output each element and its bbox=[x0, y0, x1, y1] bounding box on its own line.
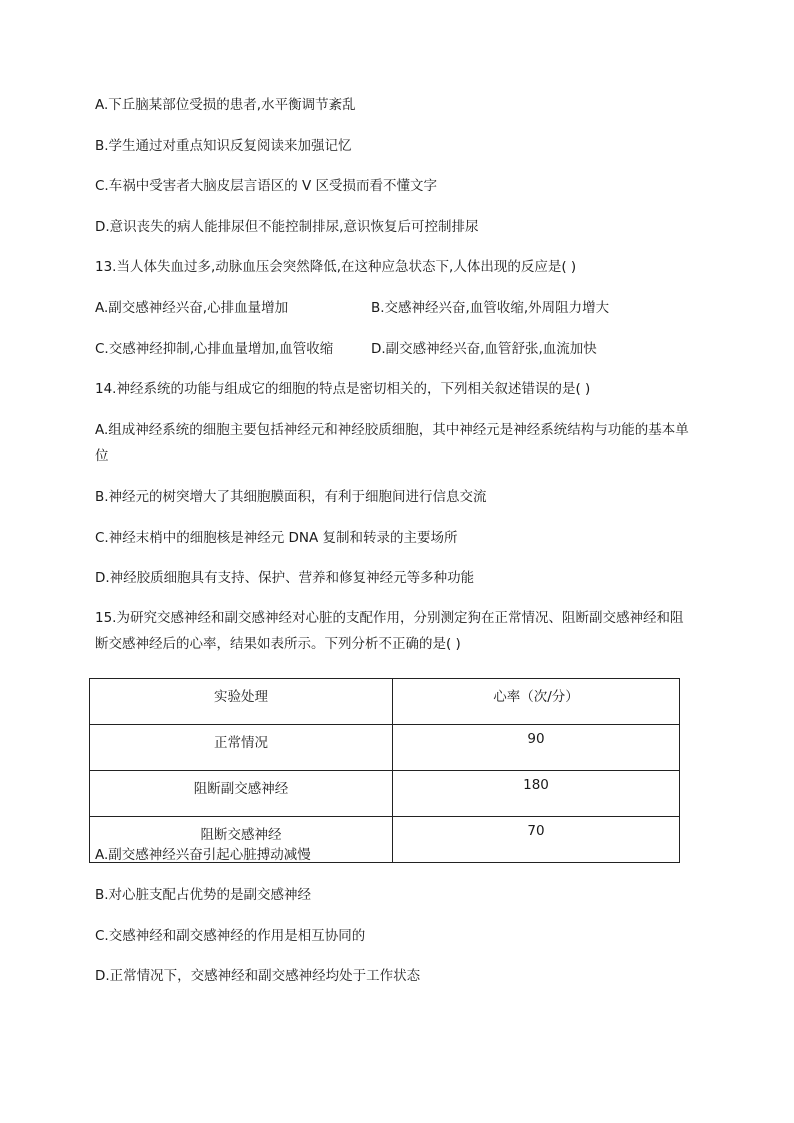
q12-option-b: B.学生通过对重点知识反复阅读来加强记忆 bbox=[95, 138, 352, 154]
table-cell-heart-rate: 90 bbox=[393, 725, 680, 771]
q12-option-c: C.车祸中受害者大脑皮层言语区的 V 区受损而看不懂文字 bbox=[95, 178, 438, 194]
q12-option-d: D.意识丧失的病人能排尿但不能控制排尿,意识恢复后可控制排尿 bbox=[95, 219, 479, 235]
table-cell-treatment: 正常情况 bbox=[90, 725, 393, 771]
table-header-heart-rate: 心率（次/分） bbox=[393, 679, 680, 725]
q15-option-d: D.正常情况下，交感神经和副交感神经均处于工作状态 bbox=[95, 968, 421, 984]
q13-option-d: D.副交感神经兴奋,血管舒张,血流加快 bbox=[371, 341, 597, 357]
q14-stem: 14.神经系统的功能与组成它的细胞的特点是密切相关的，下列相关叙述错误的是( ) bbox=[95, 381, 591, 397]
table-cell-treatment: 阻断交感神经 bbox=[90, 817, 393, 863]
q15-option-c: C.交感神经和副交感神经的作用是相互协同的 bbox=[95, 928, 366, 944]
q15-option-b: B.对心脏支配占优势的是副交感神经 bbox=[95, 887, 312, 903]
table-row bbox=[90, 725, 680, 771]
q14-option-d: D.神经胶质细胞具有支持、保护、营养和修复神经元等多种功能 bbox=[95, 570, 475, 586]
table-cell-heart-rate: 70 bbox=[393, 817, 680, 863]
q13-option-c: C.交感神经抑制,心排血量增加,血管收缩 bbox=[95, 341, 334, 357]
q14-option-a: A.组成神经系统的细胞主要包括神经元和神经胶质细胞，其中神经元是神经系统结构与功能的基本单位 bbox=[95, 422, 689, 464]
q12-option-a: A.下丘脑某部位受损的患者,水平衡调节紊乱 bbox=[95, 97, 356, 113]
heart-rate-table bbox=[89, 678, 680, 863]
table-cell-treatment: 阻断副交感神经 bbox=[90, 771, 393, 817]
q15-option-a: A.副交感神经兴奋引起心脏搏动减慢 bbox=[95, 847, 311, 863]
q13-option-a: A.副交感神经兴奋,心排血量增加 bbox=[95, 300, 289, 316]
q14-option-c: C.神经末梢中的细胞核是神经元 DNA 复制和转录的主要场所 bbox=[95, 530, 458, 546]
table-cell-heart-rate: 180 bbox=[393, 771, 680, 817]
q13-stem: 13.当人体失血过多,动脉血压会突然降低,在这种应急状态下,人体出现的反应是( ) bbox=[95, 259, 577, 275]
q13-option-b: B.交感神经兴奋,血管收缩,外周阻力增大 bbox=[371, 300, 610, 316]
table-header-row bbox=[90, 679, 680, 725]
q15-stem: 15.为研究交感神经和副交感神经对心脏的支配作用，分别测定狗在正常情况、阻断副交感神经和阻断交感神经后的心率，结果如表所示。下列分析不正确的是( ) bbox=[95, 610, 684, 652]
table-row bbox=[90, 771, 680, 817]
q14-option-b: B.神经元的树突增大了其细胞膜面积，有利于细胞间进行信息交流 bbox=[95, 489, 487, 505]
table-header-treatment: 实验处理 bbox=[90, 679, 393, 725]
